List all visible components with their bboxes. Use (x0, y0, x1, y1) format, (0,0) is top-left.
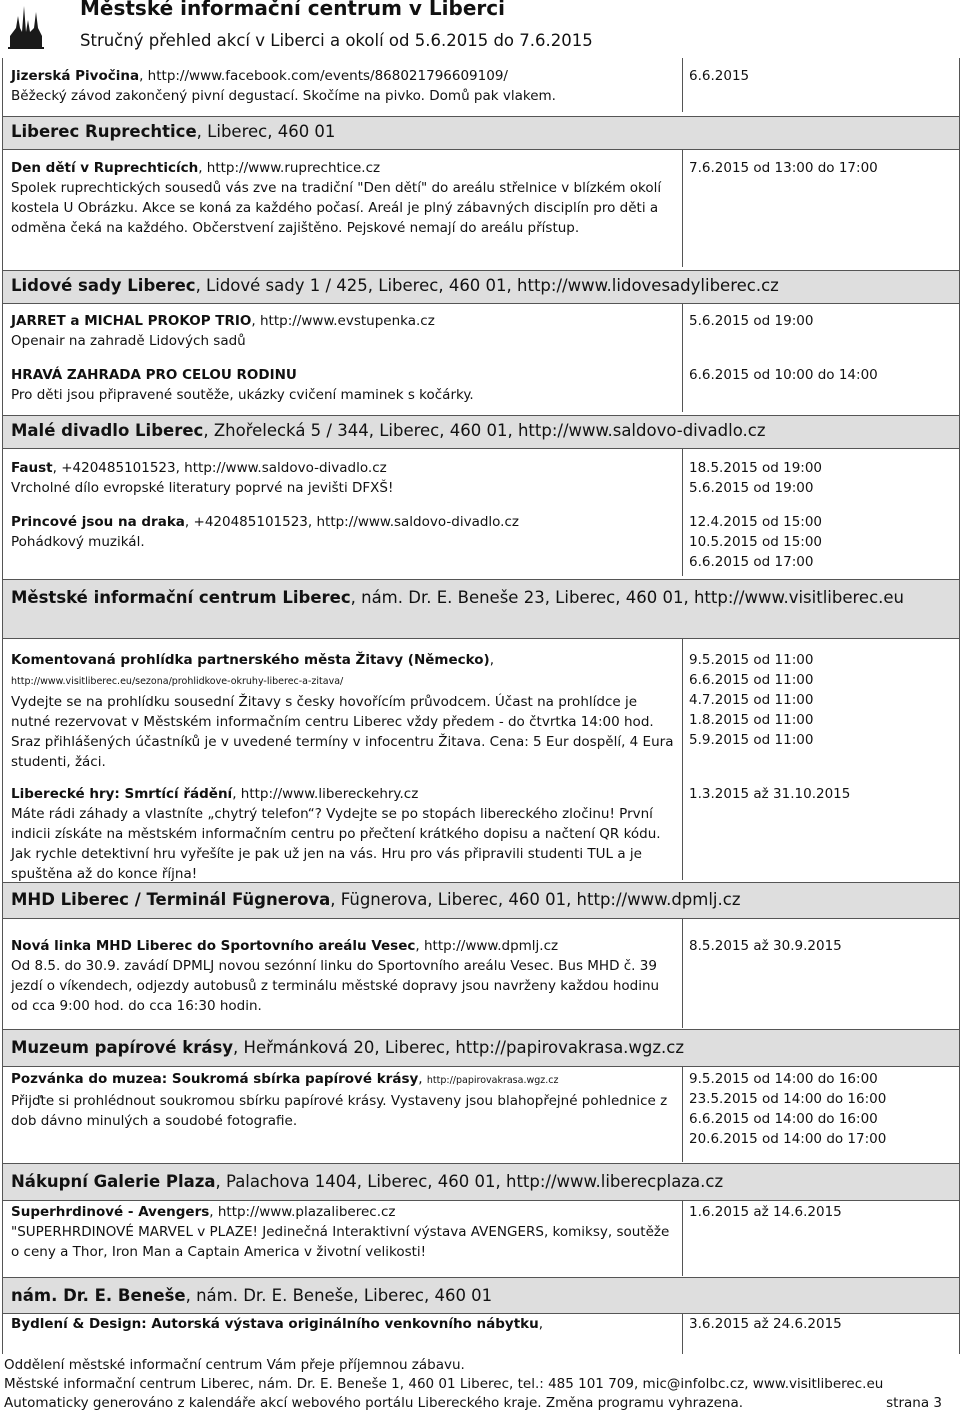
church-silhouette-logo (6, 2, 46, 50)
event-separator: , (538, 1316, 544, 1332)
event-dates (689, 936, 955, 956)
event-link[interactable]: , +420485101523, http://www.saldovo-divadlo.cz (184, 514, 519, 530)
venue-name: Nákupní Galerie Plaza (11, 1172, 216, 1191)
column-divider (682, 303, 683, 412)
event-description: Openair na zahradě Lidových sadů (11, 333, 246, 349)
event-date: 1.3.2015 až 31.10.2015 (689, 786, 851, 802)
event-entry (11, 936, 677, 1016)
venue-name: MHD Liberec / Terminál Fügnerova (11, 890, 331, 909)
event-title: JARRET a MICHAL PROKOP TRIO (11, 313, 252, 329)
venue-address: , Palachova 1404, Liberec, 460 01, http://www.liberecplaza.cz (215, 1172, 724, 1191)
event-dates (689, 158, 955, 178)
column-divider (682, 448, 683, 576)
event-entry (11, 311, 677, 351)
event-date: 9.5.2015 od 14:00 do 16:00 (689, 1071, 878, 1087)
event-link[interactable]: , http://www.ruprechtice.cz (198, 160, 381, 176)
event-link[interactable]: , http://www.evstupenka.cz (251, 313, 435, 329)
event-title: Faust (11, 460, 53, 476)
footer-disclaimer: Automaticky generováno z kalendáře akcí webového portálu Libereckého kraje. Změna programu vyhrazena. (4, 1395, 744, 1411)
event-title: Superhrdinové - Avengers (11, 1204, 210, 1220)
event-entry (11, 458, 677, 498)
event-title: Princové jsou na draka (11, 514, 185, 530)
events-table (2, 58, 960, 1354)
venue-header (3, 1163, 959, 1201)
event-entry (11, 650, 677, 772)
footer-contact: Městské informační centrum Liberec, nám. Dr. E. Beneše 1, 460 01 Liberec, tel.: 485 101 709, mic@infolbc.cz, www.visitliberec.eu (4, 1376, 884, 1392)
event-description: Od 8.5. do 30.9. zavádí DPMLJ novou sezónní linku do Sportovního areálu Vesec. Bus MHD č. 39 jezdí o víkendech, odjezdy autobusů z terminálu městské dopravy jsou navrženy každou hodinu od cca 9:00 hod. do cca 16:30 hodin. (11, 958, 660, 1014)
event-entry (11, 158, 677, 238)
venue-name: Muzeum papírové krásy (11, 1038, 234, 1057)
event-entry (11, 1314, 677, 1334)
event-separator: , (489, 652, 495, 668)
event-date: 8.5.2015 až 30.9.2015 (689, 938, 842, 954)
event-link[interactable]: http://papirovakrasa.wgz.cz (426, 1075, 559, 1086)
event-description: Pro děti jsou připravené soutěže, ukázky cvičení maminek s kočárky. (11, 387, 474, 403)
event-dates (689, 1314, 955, 1334)
column-divider (682, 918, 683, 1028)
event-date: 5.6.2015 od 19:00 (689, 313, 814, 329)
venue-header (3, 1277, 959, 1314)
event-description: Přijďte si prohlédnout soukromou sbírku papírové krásy. Vystaveny jsou blahopřejné pohlednice z dob dávno minulých a soudobé fotografie. (11, 1093, 668, 1129)
event-description: Běžecký závod zakončený pivní degustací. Skočíme na pivko. Domů pak vlakem. (11, 88, 556, 104)
venue-name: Lidové sady Liberec (11, 276, 196, 295)
page-footer (0, 1356, 960, 1413)
venue-name: Malé divadlo Liberec (11, 421, 204, 440)
page-header (0, 0, 960, 56)
venue-header (3, 415, 959, 449)
event-entry (11, 66, 677, 106)
event-link[interactable]: , http://www.libereckehry.cz (232, 786, 419, 802)
event-link[interactable]: http://www.visitliberec.eu/sezona/prohlidkove-okruhy-liberec-a-zitava/ (11, 676, 344, 687)
venue-header (3, 116, 959, 150)
event-description: Máte rádi záhady a vlastníte „chytrý telefon“? Vydejte se po stopách libereckého zločinu! První indicii získáte na městském informačním centru po přečtení krátkého dopisu a načtení QR kódu. Jak rychle detektivní hru vyřešíte je pak už jen na vás. Hru pro vás připravili studenti TUL a je spuštěna až do konce října! (11, 806, 661, 882)
event-date: 5.9.2015 od 11:00 (689, 732, 814, 748)
event-date: 3.6.2015 až 24.6.2015 (689, 1316, 842, 1332)
event-title: Liberecké hry: Smrtící řádění (11, 786, 233, 802)
event-description: Pohádkový muzikál. (11, 534, 145, 550)
event-date: 7.6.2015 od 13:00 do 17:00 (689, 160, 878, 176)
column-divider (682, 58, 683, 112)
venue-name: Liberec Ruprechtice (11, 122, 197, 141)
event-description: Vrcholné dílo evropské literatury poprvé na jevišti DFXŠ! (11, 480, 394, 496)
page-number: strana 3 (886, 1395, 942, 1411)
event-dates (689, 1202, 955, 1222)
event-date: 23.5.2015 od 14:00 do 16:00 (689, 1091, 887, 1107)
venue-address: , Heřmánková 20, Liberec, http://papirovakrasa.wgz.cz (233, 1038, 685, 1057)
column-divider (682, 149, 683, 267)
venue-address: , nám. Dr. E. Beneše, Liberec, 460 01 (185, 1286, 493, 1305)
event-title: Nová linka MHD Liberec do Sportovního areálu Vesec (11, 938, 416, 954)
event-entry (11, 784, 677, 884)
column-divider (682, 1066, 683, 1162)
event-date: 6.6.2015 od 14:00 do 16:00 (689, 1111, 878, 1127)
event-dates (689, 650, 955, 750)
event-title: Jizerská Pivočina (11, 68, 140, 84)
event-date: 6.6.2015 (689, 68, 750, 84)
event-link[interactable]: , +420485101523, http://www.saldovo-divadlo.cz (52, 460, 387, 476)
event-title: Pozvánka do muzea: Soukromá sbírka papírové krásy (11, 1071, 419, 1087)
column-divider (682, 1200, 683, 1276)
column-divider (682, 638, 683, 880)
event-dates (689, 311, 955, 331)
event-description: Vydejte se na prohlídku sousední Žitavy s česky hovořícím průvodcem. Účast na prohlídce je nutné rezervovat v Městském informačním centru Liberec vždy předem - do čtvrtka 14:00 hod. Sraz přihlášených účastníků je v uvedené termíny v infocentru Žitava. Cena: 5 Eur dospělí, 4 Eura studenti, žáci. (11, 694, 674, 770)
event-date: 6.6.2015 od 17:00 (689, 554, 814, 570)
event-date: 18.5.2015 od 19:00 (689, 460, 823, 476)
event-date: 12.4.2015 od 15:00 (689, 514, 823, 530)
event-dates (689, 512, 955, 572)
page-title: Městské informační centrum v Liberci (80, 0, 505, 20)
event-entry (11, 512, 677, 552)
event-dates (689, 365, 955, 385)
event-date: 20.6.2015 od 14:00 do 17:00 (689, 1131, 887, 1147)
event-entry (11, 1069, 677, 1131)
column-divider (682, 1313, 683, 1354)
event-title: Komentovaná prohlídka partnerského města Žitavy (Německo) (11, 652, 490, 668)
venue-name: nám. Dr. E. Beneše (11, 1286, 186, 1305)
event-date: 6.6.2015 od 11:00 (689, 672, 814, 688)
event-date: 1.8.2015 od 11:00 (689, 712, 814, 728)
event-title: HRAVÁ ZAHRADA PRO CELOU RODINU (11, 367, 297, 383)
venue-address: , Liberec, 460 01 (196, 122, 336, 141)
event-dates (689, 66, 955, 86)
event-entry (11, 365, 677, 405)
event-title: Bydlení & Design: Autorská výstava originálního venkovního nábytku (11, 1316, 539, 1332)
event-dates (689, 458, 955, 498)
event-date: 6.6.2015 od 10:00 do 14:00 (689, 367, 878, 383)
venue-header (3, 1029, 959, 1067)
footer-greeting: Oddělení městské informační centrum Vám přeje příjemnou zábavu. (4, 1357, 465, 1373)
event-entry (11, 1202, 677, 1262)
event-link[interactable]: , http://www.plazaliberec.cz (209, 1204, 396, 1220)
venue-address: , Lidové sady 1 / 425, Liberec, 460 01, http://www.lidovesadyliberec.cz (195, 276, 779, 295)
page-subtitle: Stručný přehled akcí v Liberci a okolí od 5.6.2015 do 7.6.2015 (80, 31, 593, 50)
event-description: Spolek ruprechtických sousedů vás zve na tradiční "Den dětí" do areálu střelnice v blízkém okolí kostela U Obrázku. Akce se koná za každého počasí. Areál je plný zábavných disciplín pro děti a odměna čeká na každého. Občerstvení zajištěno. Pejskové nemají do areálu přístup. (11, 180, 662, 236)
venue-address: , nám. Dr. E. Beneše 23, Liberec, 460 01, http://www.visitliberec.eu (350, 588, 904, 607)
event-date: 10.5.2015 od 15:00 (689, 534, 823, 550)
event-title: Den dětí v Ruprechticích (11, 160, 199, 176)
event-dates (689, 784, 955, 804)
event-separator: , (418, 1071, 423, 1087)
venue-address: , Zhořelecká 5 / 344, Liberec, 460 01, http://www.saldovo-divadlo.cz (203, 421, 766, 440)
event-date: 4.7.2015 od 11:00 (689, 692, 814, 708)
venue-header (3, 270, 959, 304)
venue-header (3, 882, 959, 919)
venue-address: , Fügnerova, Liberec, 460 01, http://www.dpmlj.cz (330, 890, 741, 909)
event-dates (689, 1069, 955, 1149)
event-link[interactable]: , http://www.dpmlj.cz (415, 938, 559, 954)
venue-header (3, 579, 959, 639)
event-link[interactable]: , http://www.facebook.com/events/868021796609109/ (139, 68, 508, 84)
event-date: 1.6.2015 až 14.6.2015 (689, 1204, 842, 1220)
event-description: "SUPERHRDINOVÉ MARVEL v PLAZE! Jedinečná Interaktivní výstava AVENGERS, komiksy, soutěže o ceny a Thor, Iron Man a Captain America v životní velikosti! (11, 1224, 670, 1260)
venue-name: Městské informační centrum Liberec (11, 588, 351, 607)
event-date: 5.6.2015 od 19:00 (689, 480, 814, 496)
event-date: 9.5.2015 od 11:00 (689, 652, 814, 668)
